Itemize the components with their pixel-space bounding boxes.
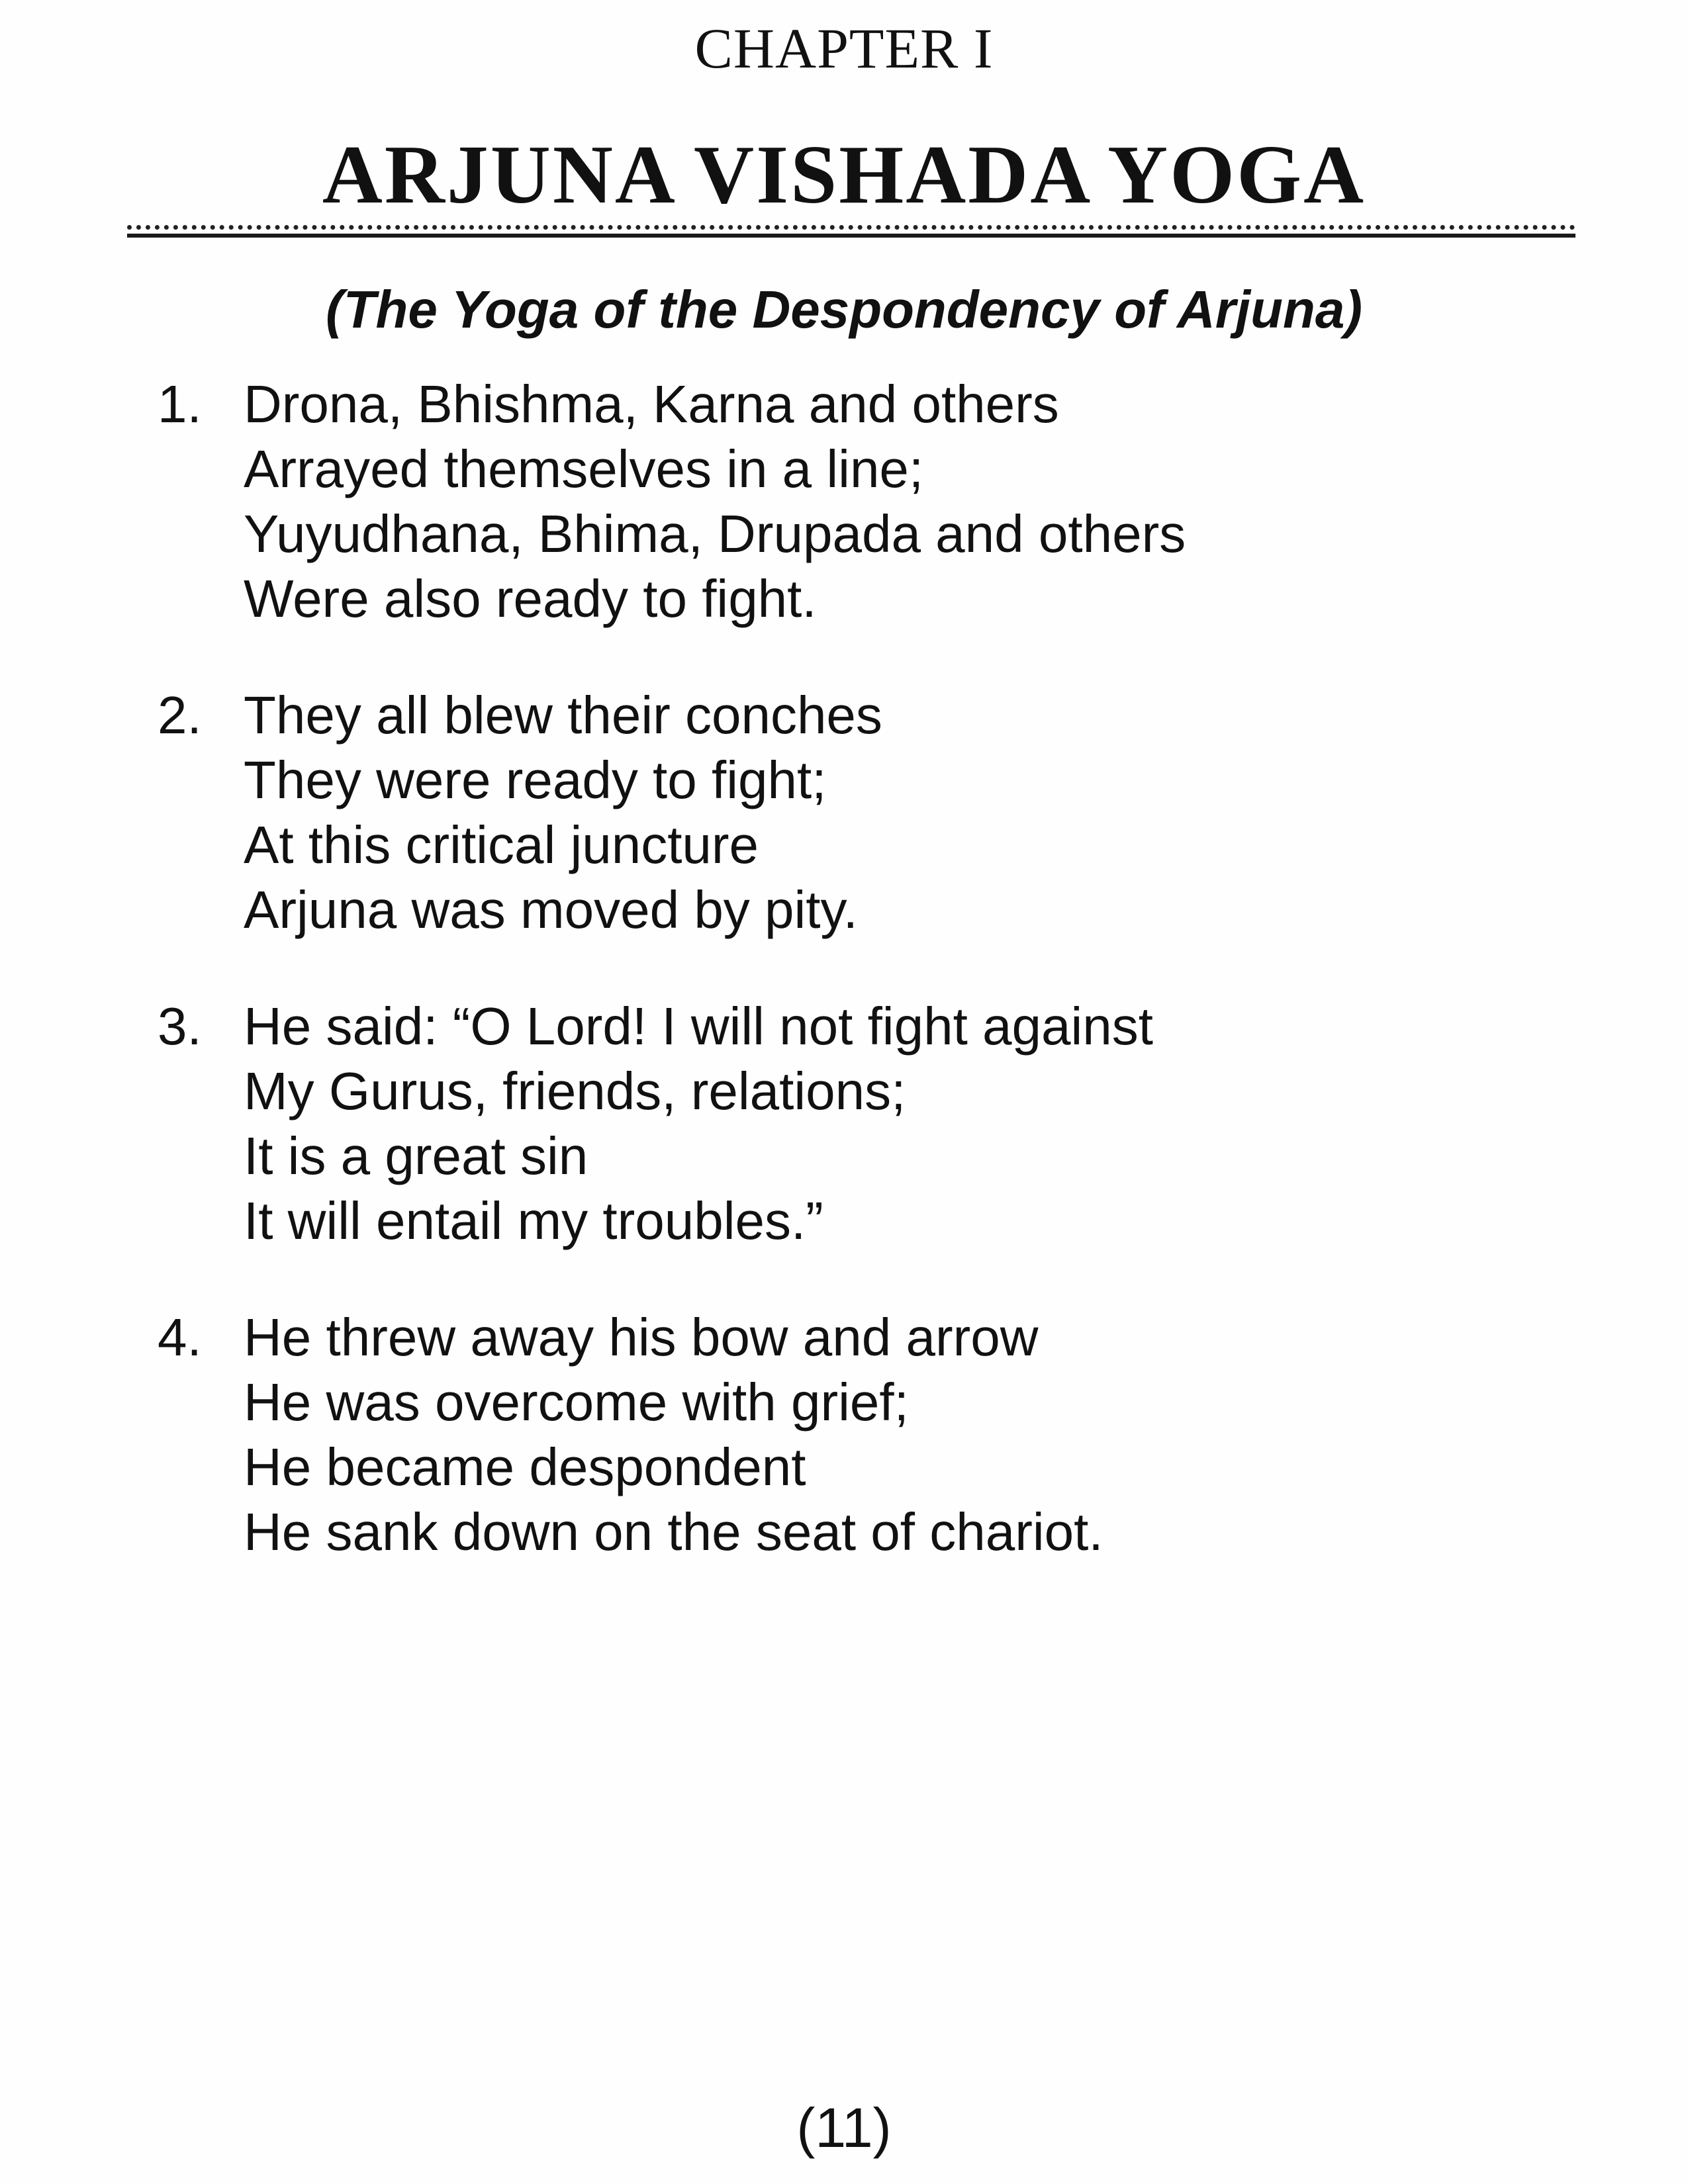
verse-number: 4. [158,1308,202,1367]
verse-number: 1. [158,375,202,433]
title-dotted-rule [127,225,1575,230]
chapter-subtitle: (The Yoga of the Despondency of Arjuna) [325,280,1362,339]
verse-line: They were ready to fight; [244,751,827,809]
verse-line: He was overcome with grief; [244,1373,909,1432]
chapter-title: ARJUNA VISHADA YOGA [322,129,1366,221]
verse-text [244,994,1501,1253]
verse-line: My Gurus, friends, relations; [244,1062,906,1120]
verse-line: He sank down on the seat of chariot. [244,1502,1103,1561]
verse-line: It is a great sin [244,1126,588,1185]
verse-3 [0,994,1688,1305]
verse-1 [0,372,1688,683]
page-number: (11) [796,2097,892,2159]
verse-list [0,372,1688,1616]
verse-text [244,683,1501,942]
chapter-label: CHAPTER I [694,17,994,80]
verse-line: At this critical juncture [244,815,759,874]
verse-line: Arrayed themselves in a line; [244,439,924,498]
title-solid-rule [127,234,1575,238]
verse-4 [0,1305,1688,1616]
verse-line: Yuyudhana, Bhima, Drupada and others [244,504,1186,563]
verse-line: He said: “O Lord! I will not fight against [244,997,1153,1056]
verse-line: It will entail my troubles.” [244,1191,823,1250]
verse-number: 3. [158,997,202,1056]
verse-2 [0,683,1688,994]
verse-number: 2. [158,686,202,745]
verse-text [244,372,1501,631]
verse-text [244,1305,1501,1565]
verse-line: They all blew their conches [244,686,882,745]
verse-line: He threw away his bow and arrow [244,1308,1039,1367]
verse-line: Arjuna was moved by pity. [244,880,858,939]
verse-line: Were also ready to fight. [244,569,817,628]
verse-line: He became despondent [244,1437,806,1496]
verse-line: Drona, Bhishma, Karna and others [244,375,1059,433]
